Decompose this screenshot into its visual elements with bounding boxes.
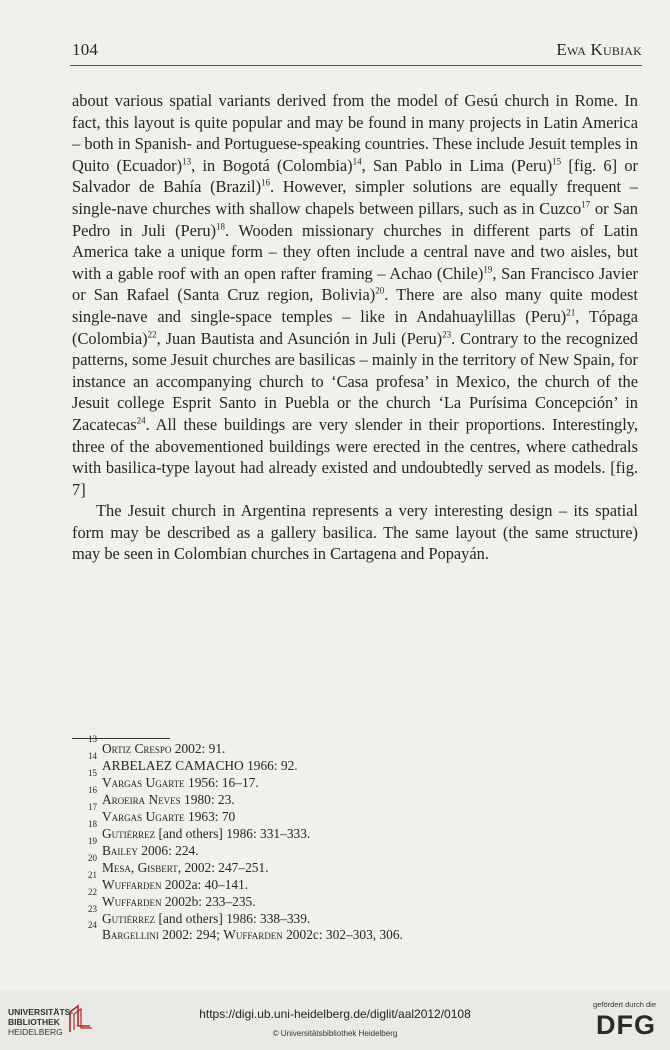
footnote-citation: 1963: 70 bbox=[184, 808, 236, 824]
footnote-citation: [and others] 1986: 338–339. bbox=[155, 910, 311, 926]
footnote-text bbox=[102, 758, 298, 775]
footnote-citation: , 2002: 247–251. bbox=[177, 859, 269, 875]
paragraph-2: The Jesuit church in Argentina represents a very interesting design – its spatial form may be described as a gallery basilica. The same layout (the same structure) may be seen in Colombian churches in Cartagena and Popayán. bbox=[72, 501, 638, 564]
body-text bbox=[72, 90, 638, 565]
footnote bbox=[88, 903, 608, 928]
text-run: or San Pedro in Juli (Peru) bbox=[72, 198, 638, 240]
footnote-text bbox=[102, 911, 310, 928]
footnote bbox=[88, 886, 608, 911]
text-run: . Contrary to the recognized patterns, some Jesuit churches are basilicas – mainly in the territory of New Spain, for instance an accompanying church to ‘Casa profesa’ in Mexico, the church of the Jesuit college Esprit Santo in Puebla or the church ‘La Purísima Concepción’ in Zacatecas bbox=[72, 328, 638, 434]
footnote-ref[interactable]: 20 bbox=[375, 285, 385, 296]
page-number: 104 bbox=[72, 40, 99, 59]
footnote-author: Mesa, Gisbert bbox=[102, 859, 178, 875]
footnote bbox=[88, 801, 608, 826]
footnote-ref[interactable]: 23 bbox=[442, 329, 452, 340]
footnote-ref[interactable]: 13 bbox=[182, 156, 192, 167]
footnote-citation: 1980: 23. bbox=[180, 791, 235, 807]
text-run: . All these buildings are very slender in their proportions. Interestingly, three of the abovementioned buildings were erected in the centres, where cathedrals with basilica-type layout had already existed and undoubtedly served as models. [fig. 7] bbox=[72, 414, 638, 499]
footnote-ref[interactable]: 14 bbox=[352, 156, 362, 167]
footnote-ref[interactable]: 22 bbox=[147, 329, 157, 340]
library-name-line3: HEIDELBERG bbox=[8, 1027, 63, 1037]
footnote bbox=[88, 784, 608, 809]
copyright-notice: © Universitätsbibliothek Heidelberg bbox=[272, 1029, 398, 1038]
library-name-line2: BIBLIOTHEK bbox=[8, 1017, 60, 1027]
footnote-number: 13 bbox=[88, 734, 97, 744]
footnote-author: Wuffarden bbox=[102, 893, 162, 909]
footnote-number: 18 bbox=[88, 818, 97, 829]
footnote-citation: ARBELAEZ CAMACHO 1966: 92. bbox=[102, 757, 298, 773]
footnote-citation: [and others] 1986: 331–333. bbox=[155, 825, 311, 841]
footnote-number: 24 bbox=[88, 920, 97, 931]
footnote-ref[interactable]: 19 bbox=[483, 264, 493, 275]
footnote-ref[interactable]: 15 bbox=[552, 156, 562, 167]
footnote-text bbox=[102, 894, 256, 911]
footnote-ref[interactable]: 24 bbox=[136, 415, 146, 426]
footnote-number: 23 bbox=[88, 903, 97, 914]
footnote bbox=[88, 767, 608, 792]
footnote bbox=[88, 734, 608, 758]
footnote-author: Gutiérrez bbox=[102, 910, 156, 926]
footnote-text bbox=[102, 877, 248, 894]
footnote-number: 14 bbox=[88, 750, 97, 761]
footnote-ref[interactable]: 18 bbox=[216, 221, 226, 232]
footnote-rule bbox=[72, 738, 170, 739]
footnote-citation: 2006: 224. bbox=[137, 842, 199, 858]
dfg-logo: DFG bbox=[596, 1010, 656, 1040]
footnote-text bbox=[102, 826, 310, 843]
library-name-line1: UNIVERSITÄTS- bbox=[8, 1007, 74, 1017]
footnote-text bbox=[102, 792, 235, 809]
text-run: . There are also many quite modest single-nave and single-space temples – like in Andahuaylillas (Peru) bbox=[72, 285, 638, 326]
header-rule bbox=[70, 65, 642, 66]
text-run: , Tópaga (Colombia) bbox=[72, 306, 638, 348]
footnote-author: Wuffarden bbox=[102, 876, 162, 892]
footnote-author: Bargellini bbox=[102, 927, 159, 943]
footnote-text bbox=[102, 843, 199, 860]
footnote-citation: 2002: 294; bbox=[158, 927, 224, 943]
footnote bbox=[88, 835, 608, 860]
footnote bbox=[88, 869, 608, 894]
footnote-citation: 2002a: 40–141. bbox=[161, 876, 249, 892]
footnote-ref[interactable]: 16 bbox=[261, 177, 271, 188]
footnote-text bbox=[102, 860, 269, 877]
source-url-link[interactable]: https://digi.ub.uni-heidelberg.de/diglit/aal2012/0108 bbox=[199, 1007, 471, 1021]
text-run: about various spatial variants derived from the model of Gesú church in Rome. In fact, this layout is quite popular and may be found in many projects in Latin America – both in Spanish- and Portuguese-speaking countries. These include Jesuit temples in Quito (Ecuador) bbox=[72, 91, 638, 175]
footnote-text bbox=[102, 927, 403, 944]
footnote-author: Ortiz Crespo bbox=[102, 741, 172, 756]
footnote-ref[interactable]: 17 bbox=[581, 199, 591, 210]
text-run: , in Bogotá (Colombia) bbox=[191, 155, 353, 175]
footnote-author: Vargas Ugarte bbox=[102, 774, 185, 790]
footnote bbox=[88, 852, 608, 877]
footnote-citation: 2002c: 302–303, 306. bbox=[282, 927, 403, 943]
footnotes bbox=[88, 734, 608, 944]
viewer-footer bbox=[0, 990, 670, 1050]
footnote-number: 20 bbox=[88, 852, 97, 863]
paragraph-1 bbox=[72, 90, 638, 500]
text-run: , San Pablo in Lima (Peru) bbox=[361, 155, 553, 175]
footnote-ref[interactable]: 21 bbox=[566, 307, 576, 318]
footnote bbox=[88, 920, 608, 944]
footnote-number: 21 bbox=[88, 869, 97, 880]
running-head: Ewa Kubiak bbox=[556, 40, 642, 59]
text-run: [fig. 6] or Salvador de Bahía (Brazil) bbox=[72, 155, 638, 197]
footnote-text bbox=[102, 741, 225, 758]
footnote-author: Aroeira Neves bbox=[102, 791, 181, 807]
footnote-number: 15 bbox=[88, 767, 97, 778]
footnote-author: Vargas Ugarte bbox=[102, 808, 185, 824]
footnote-text bbox=[102, 775, 259, 792]
text-run: . Wooden missionary churches in different parts of Latin America take a unique form – they often include a central nave and two aisles, but with a gable roof with an open rafter framing – Achao (Chile) bbox=[72, 220, 638, 283]
footnote-number: 16 bbox=[88, 784, 97, 795]
funding-note: gefördert durch die bbox=[593, 1000, 656, 1009]
footnote-author: Gutiérrez bbox=[102, 825, 156, 841]
footnote-citation: 1956: 16–17. bbox=[184, 774, 259, 790]
footnote-number: 17 bbox=[88, 801, 97, 812]
text-run: . However, simpler solutions are equally frequent – single-nave churches with shallow chapels between pillars, such as in Cuzco bbox=[72, 177, 638, 218]
page-header bbox=[72, 40, 642, 64]
footnote-author: Bailey bbox=[102, 842, 138, 858]
footnote-author: Wuffarden bbox=[223, 927, 283, 943]
footnote bbox=[88, 818, 608, 843]
footnote bbox=[88, 750, 608, 775]
footnote-citation: 2002b: 233–235. bbox=[161, 893, 256, 909]
footnote-number: 22 bbox=[88, 886, 97, 897]
text-run: , San Francisco Javier or San Rafael (Santa Cruz region, Bolivia) bbox=[72, 263, 638, 305]
footnote-citation: 2002: 91. bbox=[171, 741, 226, 756]
footnote-number: 19 bbox=[88, 835, 97, 846]
footnote-text bbox=[102, 809, 235, 826]
text-run: , Juan Bautista and Asunción in Juli (Peru) bbox=[156, 328, 443, 348]
